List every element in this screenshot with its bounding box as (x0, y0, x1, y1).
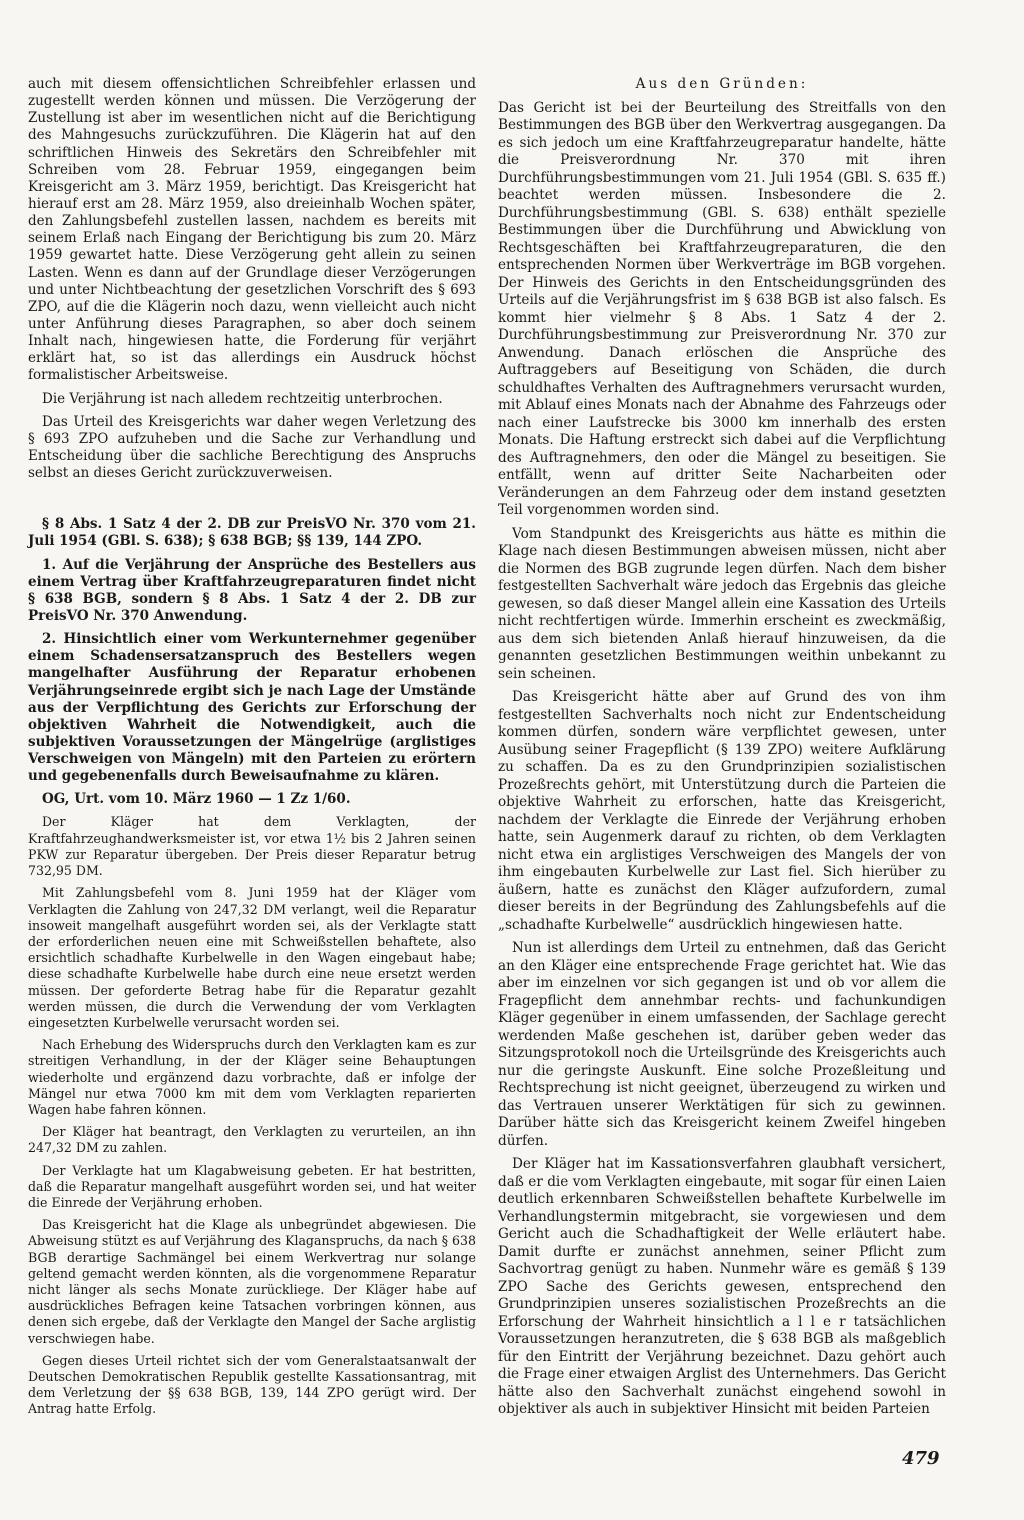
facts-section (28, 814, 476, 1417)
paragraph: Der Kläger hat beantragt, den Verklagten zu verurteilen, an ihn 247,32 DM zu zahlen. (28, 1124, 476, 1156)
leitsatz-2: 2. Hinsichtlich einer vom Werkunternehmer gegenüber einem Schadensersatzanspruch des Bestellers wegen mangelhafter Ausführung der Reparatur erhobenen Verjährungseinrede ergibt sich je nach Lage der Umstände aus der Verpflichtung des Gerichts zur Erforschung der objektiven Wahrheit die Notwendigkeit, auch die subjektiven Voraussetzungen der Mängelrüge (arglistiges Verschweigen von Mängeln) mit den Parteien zu erörtern und gegebenenfalls durch Beweisaufnahme zu klären. (28, 631, 476, 785)
paragraph: Das Gericht ist bei der Beurteilung des Streitfalls von den Bestimmungen des BGB über den Werkvertrag ausgegangen. Da es sich jedoch um eine Kraftfahrzeugreparatur handelte, hätte die Preisverordnung Nr. 370 mit ihren Durchführungsbestimmungen vom 21. Juli 1954 (GBl. S. 635 ff.) beachtet werden müssen. Insbesondere die 2. Durchführungsbestimmung (GBl. S. 638) enthält spezielle Bestimmungen über die Durchführung und Abwicklung von Rechtsgeschäften bei Kraftfahrzeugreparaturen, die den entsprechenden Normen über Werkverträge im BGB vorgehen. Der Hinweis des Gerichts in den Entscheidungsgründen des Urteils auf die Verjährungsfrist im § 638 BGB ist also falsch. Es kommt hier vielmehr § 8 Abs. 1 Satz 4 der 2. Durchführungsbestimmung zur Preisverordnung Nr. 370 zur Anwendung. Danach erlöschen die Ansprüche des Auftraggebers auf Beseitigung von Schäden, die durch schuldhaftes Verhalten des Auftragnehmers verursacht wurden, mit Ablauf eines Monats nach der Abnahme des Fahrzeugs oder nach einer Laufstrecke bis 3000 km innerhalb des ersten Monats. Die Haftung erstreckt sich dabei auf die Verpflichtung des Auftragnehmers, den oder die Mängel zu beseitigen. Sie entfällt, wenn auf dritter Seite Nacharbeiten oder Veränderungen an dem Fahrzeug oder dem instand gesetzten Teil vorgenommen worden sind. (498, 99, 946, 518)
paragraph: Das Urteil des Kreisgerichts war daher wegen Verletzung des § 693 ZPO aufzuheben und die Sache zur Verhandlung und Entscheidung über die sachliche Berechtigung des Anspruchs selbst an dieses Gericht zurückzuverweisen. (28, 413, 476, 482)
paragraph: Das Kreisgericht hätte aber auf Grund des von ihm festgestellten Sachverhalts noch nicht zur Endentscheidung kommen dürfen, sondern wäre verpflichtet gewesen, unter Ausübung seiner Fragepflicht (§ 139 ZPO) weitere Aufklärung zu schaffen. Da es zu den Grundprinzipien sozialistischen Prozeßrechts gehört, mit Unterstützung durch die Parteien die objektive Wahrheit zu erforschen, hatte das Kreisgericht, nachdem der Verklagte die Einrede der Verjährung erhoben hatte, sein Augenmerk darauf zu richten, ob dem Verklagten nicht etwa ein arglistiges Verschweigen des Mangels der von ihm eingebauten Kurbelwelle zur Last fiel. Sich hierüber zu äußern, hatte es zunächst den Kläger aufzufordern, zumal dieser bereits in der Begründung des Zahlungsbefehls auf die „schadhafte Kurbelwelle“ ausdrücklich hingewiesen hatte. (498, 689, 946, 933)
norm-heading: § 8 Abs. 1 Satz 4 der 2. DB zur PreisVO Nr. 370 vom 21. Juli 1954 (GBl. S. 638); § 638 BGB; §§ 139, 144 ZPO. (28, 516, 476, 550)
paragraph: Nach Erhebung des Widerspruchs durch den Verklagten kam es zur streitigen Verhandlung, in der der Kläger seine Behauptungen wiederholte und ergänzend dazu vorbrachte, daß er infolge der Mängel nur etwa 7000 km mit dem vom Verklagten reparierten Wagen habe fahren können. (28, 1037, 476, 1117)
paragraph: Der Kläger hat dem Verklagten, der Kraftfahrzeughandwerksmeister ist, vor etwa 1½ bis 2 Jahren seinen PKW zur Reparatur übergeben. Der Preis dieser Reparatur betrug 732,95 DM. (28, 814, 476, 879)
paragraph: Vom Standpunkt des Kreisgerichts aus hätte es mithin die Klage nach diesen Bestimmungen abweisen müssen, nicht aber die Normen des BGB zugrunde legen dürfen. Nach dem bisher festgestellten Sachverhalt wäre jedoch das Ergebnis das gleiche gewesen, so daß dieser Mangel allein eine Kassation des Urteils nicht rechtfertigen würde. Immerhin erscheint es zweckmäßig, aus dem sich bietenden Anlaß hierauf hinzuweisen, da die genannten gesetzlichen Bestimmungen weithin unbekannt zu sein scheinen. (498, 525, 946, 682)
court-reference: OG, Urt. vom 10. März 1960 — 1 Zz 1/60. (42, 791, 351, 808)
paragraph: Der Verklagte hat um Klagabweisung gebeten. Er hat bestritten, daß die Reparatur mangelhaft ausgeführt worden sei, und hat weiter die Einrede der Verjährung erhoben. (28, 1162, 476, 1210)
paragraph: auch mit diesem offensichtlichen Schreibfehler erlassen und zugestellt werden können und müssen. Die Verzögerung der Zustellung ist aber im wesentlichen nicht auf die Berichtigung des Mahngesuchs zurückzuführen. Die Klägerin hat auf den schriftlichen Hinweis des Sekretärs den Schreibfehler mit Schreiben vom 28. Februar 1959, eingegangen beim Kreisgericht am 3. März 1959, berichtigt. Das Kreisgericht hat hierauf erst am 28. März 1959, also dreieinhalb Wochen später, den Zahlungsbefehl zustellen lassen, nachdem es bereits mit seinem Erlaß nach Eingang der Berichtigung bis zum 20. März 1959 gewartet hatte. Diese Verzögerung geht allein zu seinen Lasten. Wenn es dann auf der Grundlage dieser Verzögerungen und unter Nichtbeachtung der gesetzlichen Vorschrift des § 693 ZPO, auf die die Klägerin noch dazu, wenn vielleicht auch nicht unter Anführung dieses Paragraphen, so aber doch seinem Inhalt nach, hingewiesen hatte, die Forderung für verjährt erklärt hat, so ist das allerdings ein Ausdruck höchst formalistischer Arbeitsweise. (28, 76, 476, 384)
page-number: 479 (902, 1448, 940, 1469)
paragraph: Nun ist allerdings dem Urteil zu entnehmen, daß das Gericht an den Kläger eine entsprechende Frage gerichtet hat. Wie das aber im einzelnen vor sich gegangen ist und ob vor allem die Fragepflicht dem annehmbar rechts- und fachunkundigen Kläger gegenüber in einem umfassenden, der Sachlage gerecht werdenden Maße geschehen ist, darüber geben weder das Sitzungsprotokoll noch die Urteilsgründe des Kreisgerichts auch nur die geringste Auskunft. Eine solche Prozeßleitung und Rechtsprechung ist nicht geeignet, überzeugend zu wirken und das Vertrauen unserer Werktätigen für sich zu gewinnen. Darüber hätte sich das Kreisgericht keinem Zweifel hingeben dürfen. (498, 940, 946, 1149)
paragraph: Mit Zahlungsbefehl vom 8. Juni 1959 hat der Kläger vom Verklagten die Zahlung von 247,32 DM verlangt, weil die Reparatur insoweit mangelhaft ausgeführt worden sei, als der Verklagte statt der erforderlichen neuen eine mit Schweißstellen behaftete, also ersichtlich schadhafte Kurbelwelle in den Wagen eingebaut habe; diese schadhafte Kurbelwelle habe durch eine neue ersetzt werden müssen. Der geforderte Betrag habe für die Reparatur gezahlt werden müssen, die durch die Verwendung der vom Verklagten eingesetzten Kurbelwelle verursacht worden sei. (28, 885, 476, 1030)
paragraph: Das Kreisgericht hat die Klage als unbegründet abgewiesen. Die Abweisung stützt es auf Verjährung des Klaganspruchs, da nach § 638 BGB derartige Sachmängel bei einem Werkvertrag nur solange geltend gemacht werden könnten, als die vorgenommene Reparatur nicht länger als sechs Monate zurückliege. Der Kläger habe auf ausdrückliches Befragen keine Tatsachen vorbringen können, aus denen sich ergebe, daß der Verklagte den Mangel der Sache arglistig verschwiegen habe. (28, 1217, 476, 1346)
paragraph: Die Verjährung ist nach alledem rechtzeitig unterbrochen. (42, 390, 443, 407)
leitsatz-1: 1. Auf die Verjährung der Ansprüche des Bestellers aus einem Vertrag über Kraftfahrzeugreparaturen findet nicht § 638 BGB, sondern § 8 Abs. 1 Satz 4 der 2. DB zur PreisVO Nr. 370 Anwendung. (28, 556, 476, 624)
paragraph: Der Kläger hat im Kassationsverfahren glaubhaft versichert, daß er die vom Verklagten eingebaute, mit sogar für einen Laien deutlich erkennbaren Schweißstellen behaftete Kurbelwelle im Verhandlungstermin mitgebracht, sie vorgewiesen und dem Gericht auch die Schadhaftigkeit der Welle erläutert habe. Damit durfte er zunächst annehmen, seiner Pflicht zum Sachvortrag genügt zu haben. Nunmehr wäre es gemäß § 139 ZPO Sache des Gerichts gewesen, entsprechend den Grundprinzipien unseres sozialistischen Prozeßrechts an die Erforschung der Wahrheit hinsichtlich a l l e r tatsächlichen Voraussetzungen heranzutreten, die § 638 BGB als maßgeblich für den Eintritt der Verjährung bezeichnet. Dazu gehört auch die Frage einer etwaigen Arglist des Unternehmers. Das Gericht hätte also den Sachverhalt zunächst eingehend sowohl in objektiver als auch in subjektiver Hinsicht mit beiden Parteien (498, 1156, 946, 1417)
left-column (28, 76, 476, 1424)
right-column (498, 76, 946, 1425)
section-heading: Aus den Gründen: (635, 76, 809, 92)
paragraph: Gegen dieses Urteil richtet sich der vom Generalstaatsanwalt der Deutschen Demokratischen Republik gestellte Kassationsantrag, mit dem Verletzung der §§ 638 BGB, 139, 144 ZPO gerügt wird. Der Antrag hatte Erfolg. (28, 1352, 476, 1417)
